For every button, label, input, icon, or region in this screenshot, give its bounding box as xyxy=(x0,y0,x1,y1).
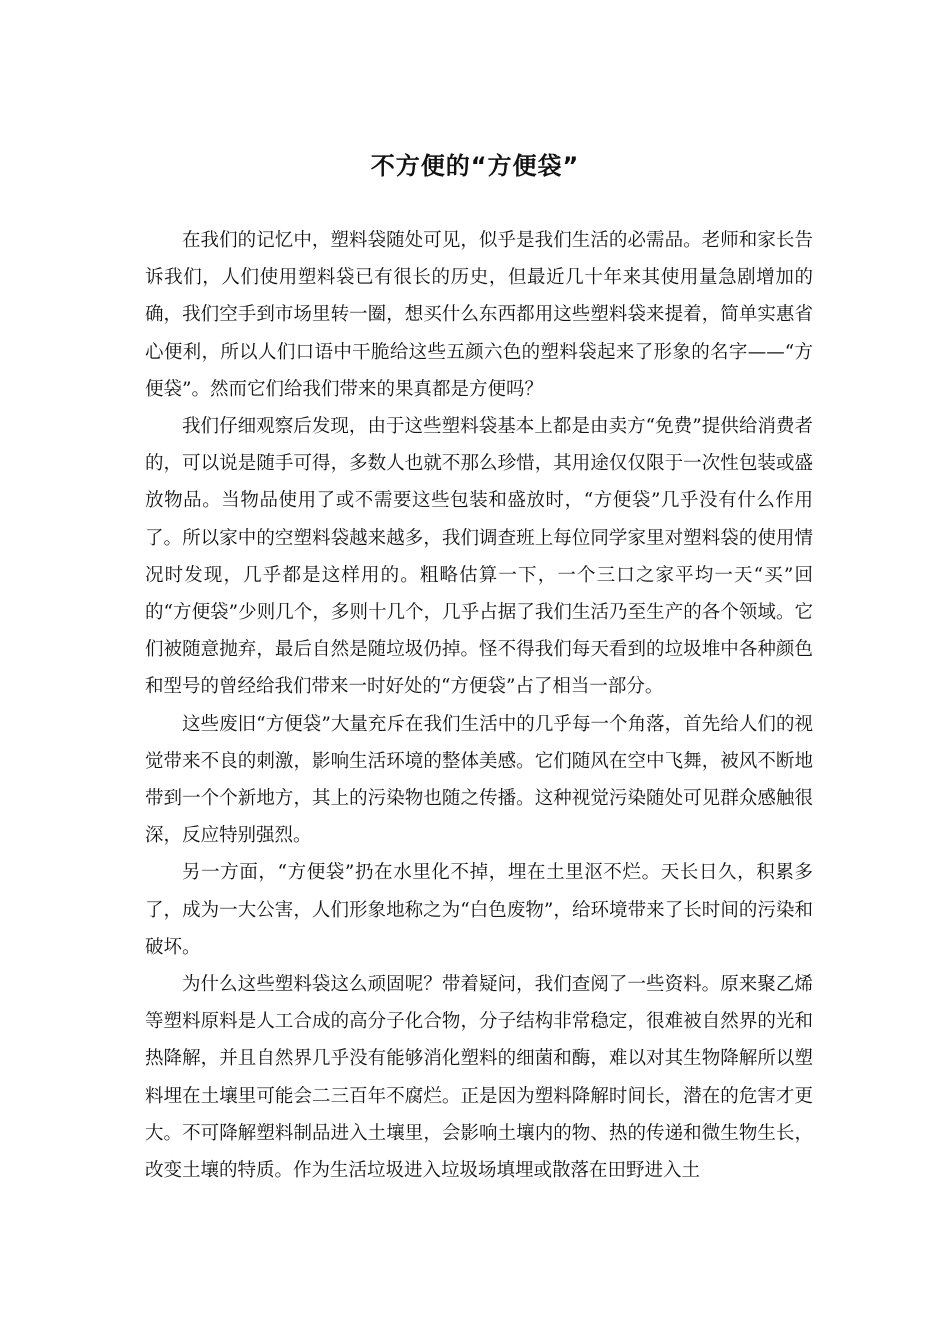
paragraph-2: 我们仔细观察后发现，由于这些塑料袋基本上都是由卖方“免费”提供给消费者的，可以说是随手可得，多数人也就不那么珍惜，其用途仅仅限于一次性包装或盛放物品。当物品使用了或不需要这些包装和盛放时，“方便袋”几乎没有什么作用了。所以家中的空塑料袋越来越多，我们调查班上每位同学家里对塑料袋的使用情况时发现，几乎都是这样用的。粗略估算一下，一个三口之家平均一天“买”回的“方便袋”少则几个，多则十几个，几乎占据了我们生活乃至生产的各个领域。它们被随意抛弃，最后自然是随垃圾仍掉。怪不得我们每天看到的垃圾堆中各种颜色和型号的曾经给我们带来一时好处的“方便袋”占了相当一部分。 xyxy=(145,416,813,698)
paragraph-1: 在我们的记忆中，塑料袋随处可见，似乎是我们生活的必需品。老师和家长告诉我们，人们使用塑料袋已有很长的历史，但最近几十年来其使用量急剧增加的确，我们空手到市场里转一圈，想买什么东西都用这些塑料袋来提着，简单实惠省心便利，所以人们口语中干脆给这些五颜六色的塑料袋起来了形象的名字——“方便袋”。然而它们给我们带来的果真都是方便吗？ xyxy=(145,230,813,400)
document-title: 不方便的“方便袋” xyxy=(370,152,580,181)
paragraph-4: 另一方面，“方便袋”扔在水里化不掉，埋在土里沤不烂。天长日久，积累多了，成为一大公害，人们形象地称之为“白色废物”，给环境带来了长时间的污染和破坏。 xyxy=(145,862,813,958)
paragraph-3: 这些废旧“方便袋”大量充斥在我们生活中的几乎每一个角落，首先给人们的视觉带来不良的刺激，影响生活环境的整体美感。它们随风在空中飞舞，被风不断地带到一个个新地方，其上的污染物也随之传播。这种视觉污染随处可见群众感触很深，反应特别强烈。 xyxy=(145,713,813,847)
paragraph-5: 为什么这些塑料袋这么顽固呢？带着疑问，我们查阅了一些资料。原来聚乙烯等塑料原料是人工合成的高分子化合物，分子结构非常稳定，很难被自然界的光和热降解，并且自然界几乎没有能够消化塑料的细菌和酶，难以对其生物降解所以塑料埋在土壤里可能会二三百年不腐烂。正是因为塑料降解时间长，潜在的危害才更大。不可降解塑料制品进入土壤里，会影响土壤内的物、热的传递和微生物生长，改变土壤的特质。作为生活垃圾进入垃圾场填埋或散落在田野进入土 xyxy=(145,974,813,1182)
document-body xyxy=(145,222,813,1189)
